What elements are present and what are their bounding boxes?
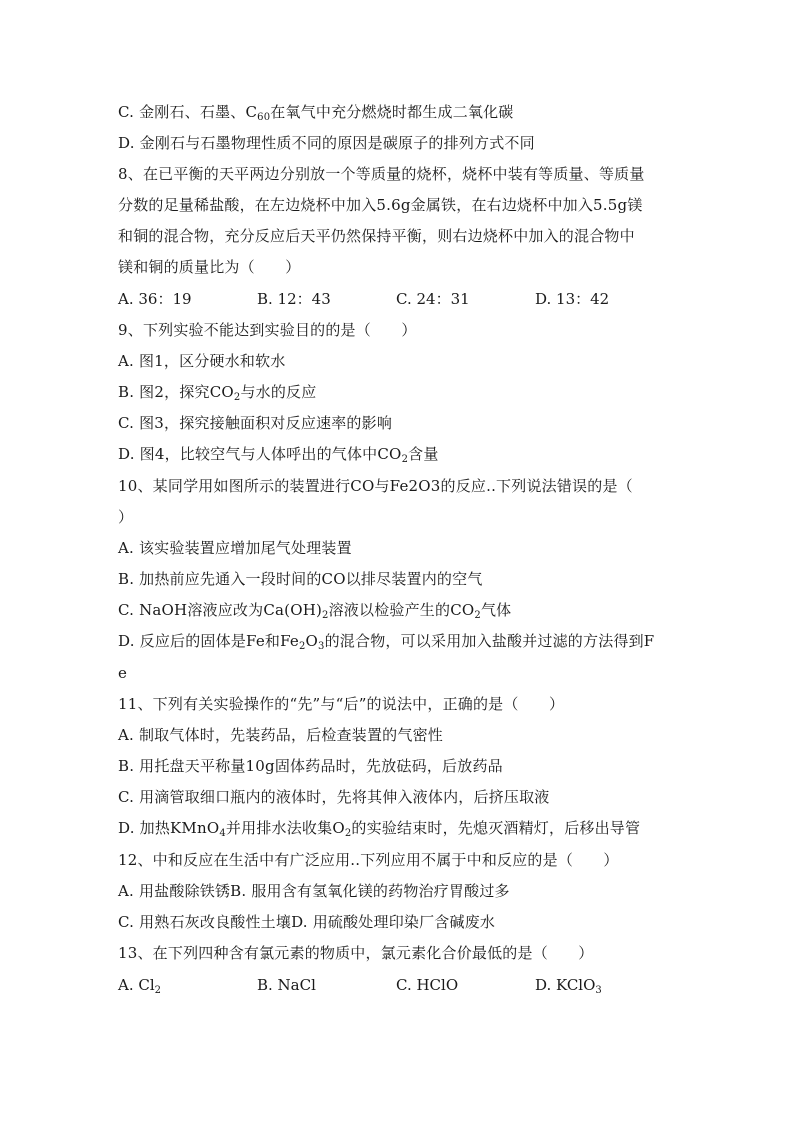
q11-stem: 11、下列有关实验操作的“先”与“后”的说法中，正确的是（ ） bbox=[118, 695, 565, 713]
q13-option-b: B. NaCl bbox=[257, 976, 316, 994]
q12-options-cd: C. 用熟石灰改良酸性土壤D. 用硫酸处理印染厂含碱废水 bbox=[118, 913, 496, 931]
q10-stem-line2: ） bbox=[118, 508, 134, 526]
q8-stem-line4: 镁和铜的质量比为（ ） bbox=[118, 258, 301, 276]
q8-stem-line1: 8、在已平衡的天平两边分别放一个等质量的烧杯，烧杯中装有等质量、等质量 bbox=[118, 165, 645, 183]
q10-option-d: D. 反应后的固体是Fe和$Fe_2O_3$的混合物，可以采用加入盐酸并过滤的方法得到F bbox=[118, 632, 655, 652]
q9-option-a: A. 图1，区分硬水和软水 bbox=[118, 352, 286, 370]
q11-option-c: C. 用滴管取细口瓶内的液体时，先将其伸入液体内，后挤压取液 bbox=[118, 788, 550, 806]
q10-option-a: A. 该实验装置应增加尾气处理装置 bbox=[118, 539, 352, 557]
q13-option-d: D. KClO$_3$ bbox=[535, 976, 602, 996]
q12-stem: 12、中和反应在生活中有广泛应用..下列应用不属于中和反应的是（ ） bbox=[118, 851, 619, 869]
q9-option-b: B. 图2，探究$CO_2$与水的反应 bbox=[118, 383, 317, 403]
q13-option-c: C. HClO bbox=[396, 976, 459, 994]
q8-option-c: C. 24：31 bbox=[396, 290, 470, 308]
q10-option-d-wrap: e bbox=[118, 664, 128, 682]
q11-option-a: A. 制取气体时，先装药品，后检查装置的气密性 bbox=[118, 726, 443, 744]
q9-stem: 9、下列实验不能达到实验目的的是（ ） bbox=[118, 321, 417, 339]
q7-option-c: C. 金刚石、石墨、$C_{60}$在氧气中充分燃烧时都生成二氧化碳 bbox=[118, 103, 514, 123]
q10-option-c: C. NaOH溶液应改为$Ca(OH)_2$溶液以检验产生的$CO_2$气体 bbox=[118, 601, 512, 621]
q9-option-c: C. 图3，探究接触面积对反应速率的影响 bbox=[118, 414, 393, 432]
q11-option-b: B. 用托盘天平称量10g固体药品时，先放砝码，后放药品 bbox=[118, 757, 503, 775]
q10-stem-line1: 10、某同学用如图所示的装置进行CO与Fe2O3的反应..下列说法错误的是（ bbox=[118, 477, 633, 495]
q13-option-a: A. $Cl_2$ bbox=[118, 976, 162, 996]
q13-stem: 13、在下列四种含有氯元素的物质中，氯元素化合价最低的是（ ） bbox=[118, 944, 594, 962]
q8-option-b: B. 12：43 bbox=[257, 290, 331, 308]
q8-option-d: D. 13：42 bbox=[535, 290, 610, 308]
q8-options bbox=[118, 288, 674, 310]
q9-option-d: D. 图4，比较空气与人体呼出的气体中$CO_2$含量 bbox=[118, 445, 439, 465]
q8-option-a: A. 36：19 bbox=[118, 290, 192, 308]
q10-option-b: B. 加热前应先通入一段时间的CO以排尽装置内的空气 bbox=[118, 570, 483, 588]
q13-options bbox=[118, 974, 674, 996]
q7-option-d: D. 金刚石与石墨物理性质不同的原因是碳原子的排列方式不同 bbox=[118, 134, 535, 152]
q8-stem-line2: 分数的足量稀盐酸，在左边烧杯中加入5.6g金属铁，在右边烧杯中加入5.5g镁 bbox=[118, 196, 643, 214]
q8-stem-line3: 和铜的混合物，充分反应后天平仍然保持平衡，则右边烧杯中加入的混合物中 bbox=[118, 227, 635, 245]
q11-option-d: D. 加热KMnO$_4$并用排水法收集$O_2$的实验结束时，先熄灭酒精灯，后移出导管 bbox=[118, 819, 641, 839]
q12-options-ab: A. 用盐酸除铁锈B. 服用含有氢氧化镁的药物治疗胃酸过多 bbox=[118, 882, 510, 900]
